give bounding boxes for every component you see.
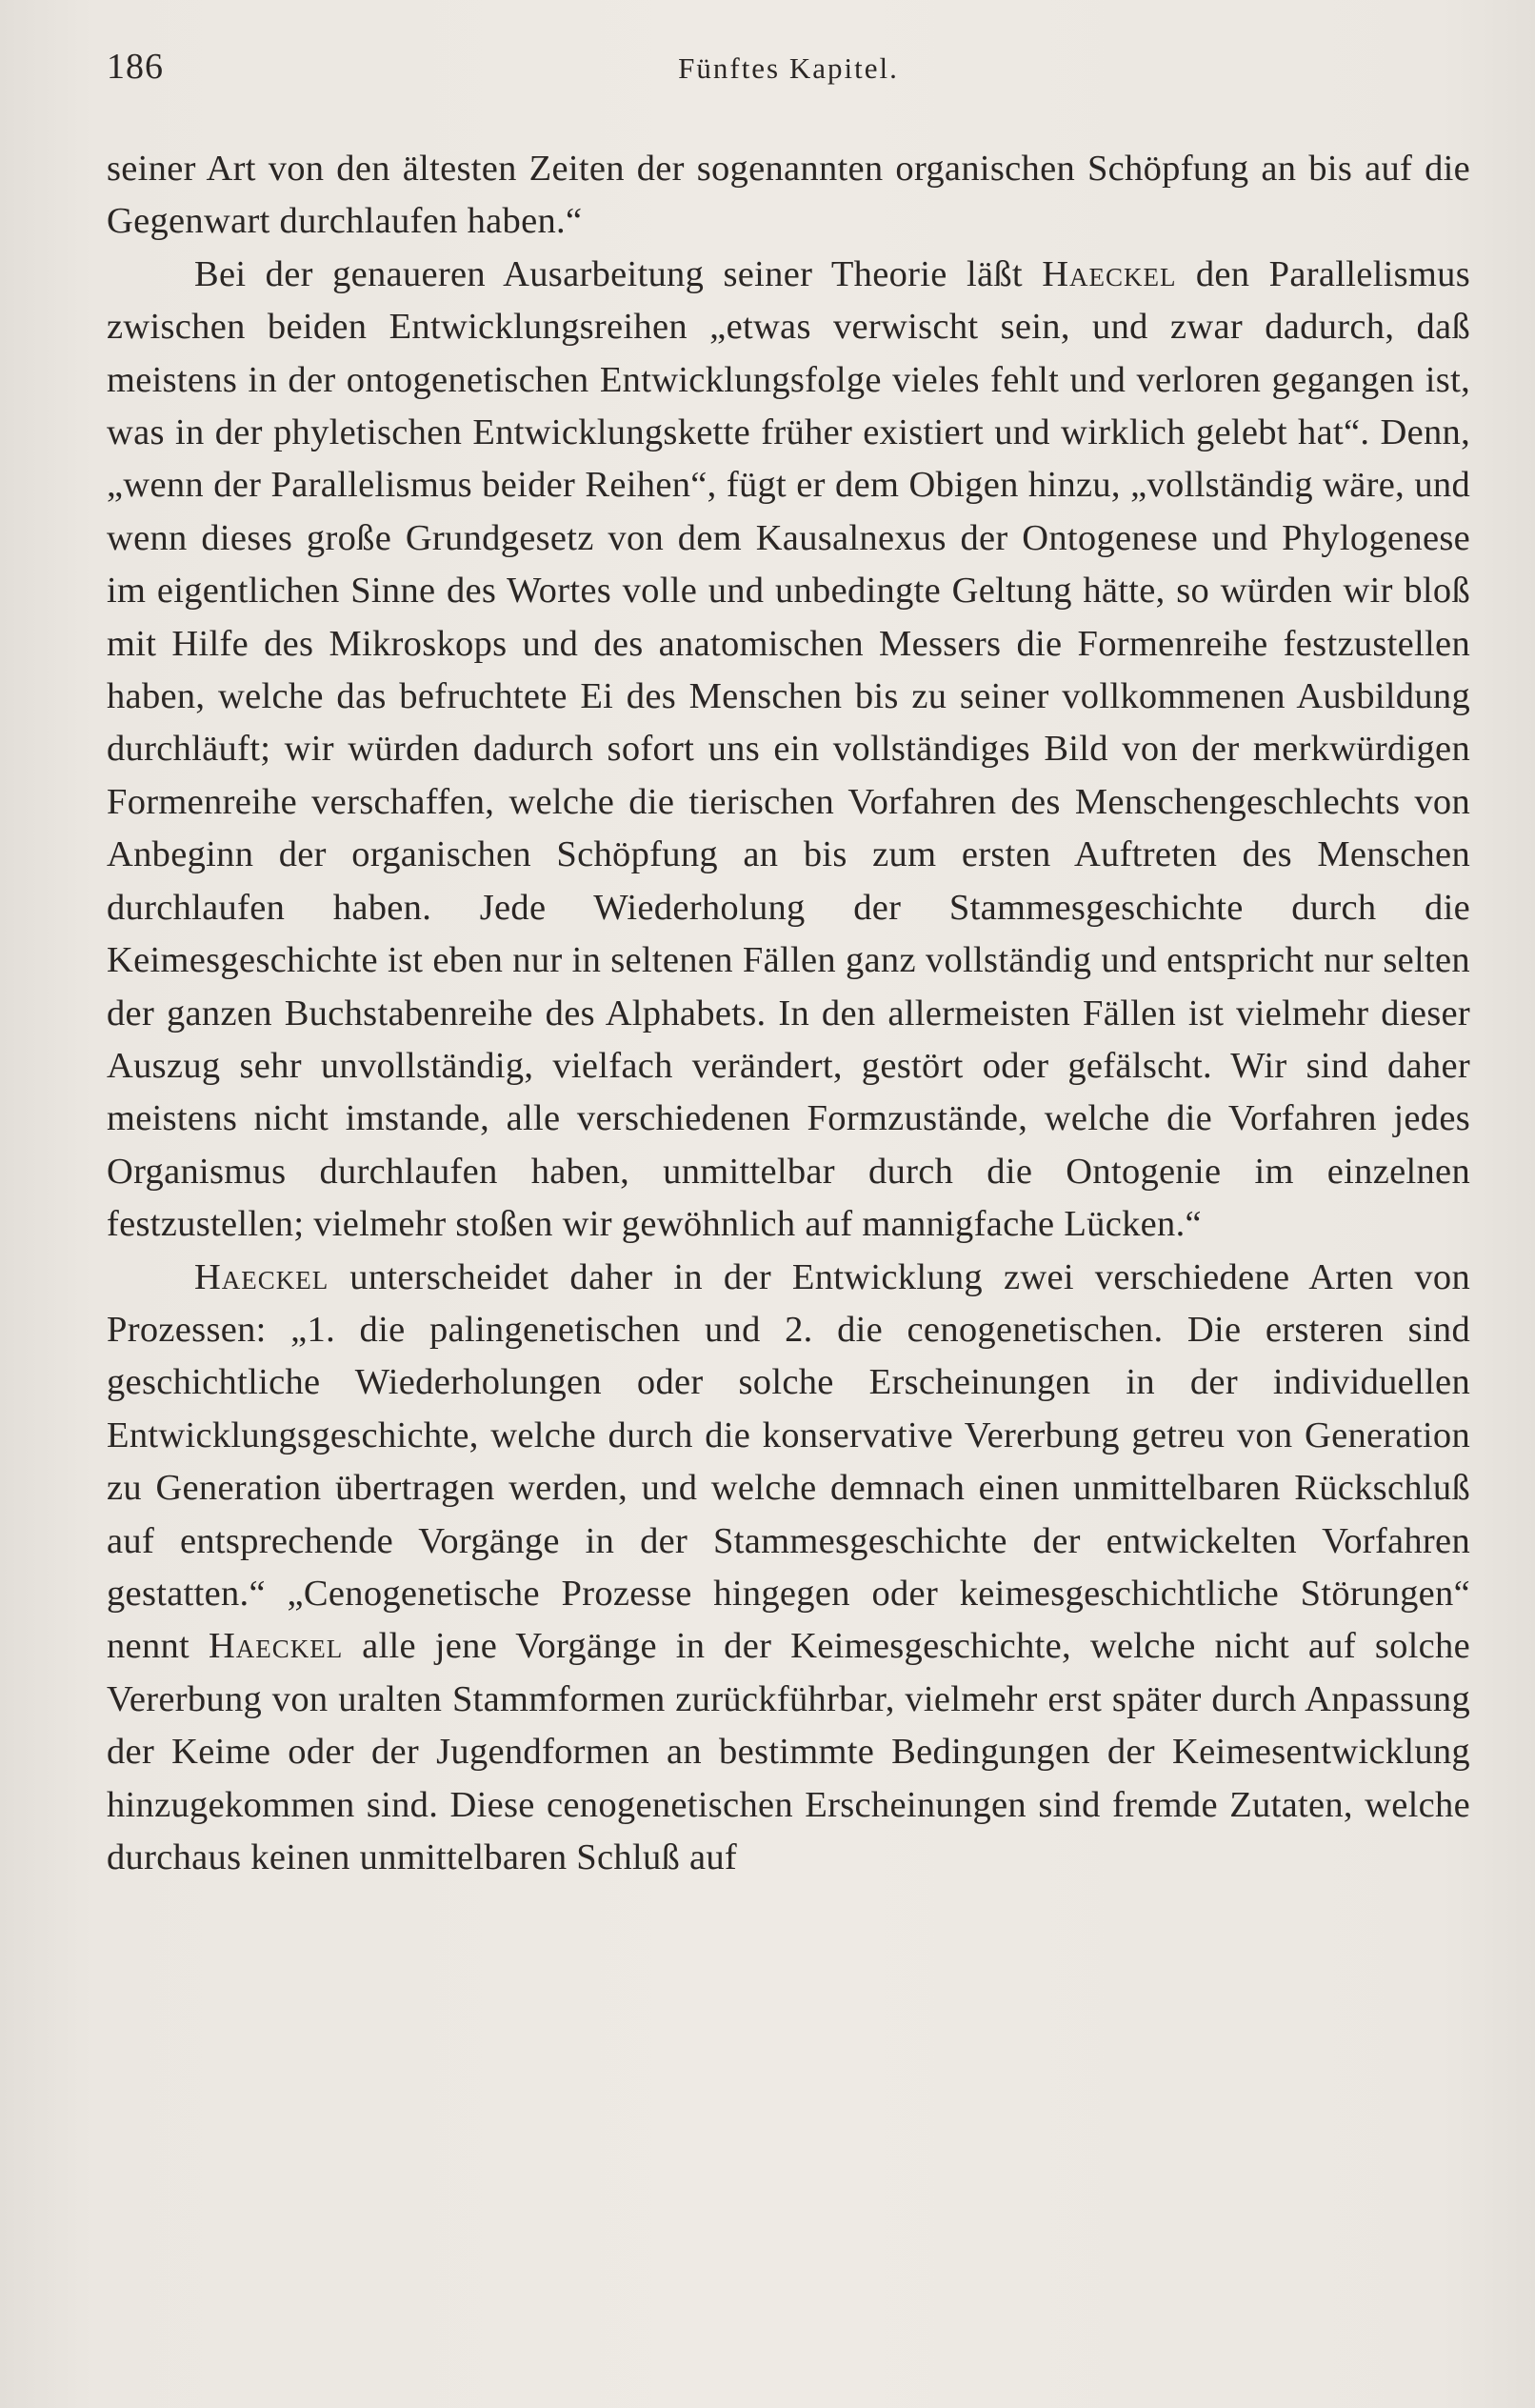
paragraph-2-pre: Bei der genaueren Ausarbeitung seiner Theorie läßt [194, 253, 1043, 294]
paragraph-1 [107, 143, 1470, 249]
paragraph-3-post: alle jene Vorgänge in der Keimesgeschichte, welche nicht auf solche Vererbung von uralten Stammformen zurückführbar, vielmehr erst später durch Anpassung der Keime oder der Jugendformen an bestimmte Bedingungen der Keimesentwicklung hinzugekommen sind. Diese cenogenetischen Erscheinungen sind fremde Zutaten, welche durchaus keinen unmittelbaren Schluß auf [107, 1626, 1470, 1877]
page-number: 186 [107, 47, 164, 87]
author-name-haeckel: Haeckel [208, 1626, 344, 1667]
author-name-haeckel: Haeckel [1042, 253, 1177, 294]
paragraph-3 [107, 1252, 1470, 1885]
paragraph-2 [107, 249, 1470, 1252]
running-head: Fünftes Kapitel. [678, 51, 899, 85]
paragraph-1-text: seiner Art von den ältesten Zeiten der sogenannten organischen Schöpfung an bis auf die Gegenwart durchlaufen haben.“ [107, 149, 1470, 242]
page-body [107, 143, 1470, 1884]
paragraph-2-post: den Parallelismus zwischen beiden Entwicklungsreihen „etwas verwischt sein, und zwar dadurch, daß meistens in der ontogenetischen Entwicklungsfolge vieles fehlt und verloren gegangen ist, was in der phyletischen Entwicklungskette früher existiert und wirklich gelebt hat“. Denn, „wenn der Parallelismus beider Reihen“, fügt er dem Obigen hinzu, „vollständig wäre, und wenn dieses große Grundgesetz von dem Kausalnexus der Ontogenese und Phylogenese im eigentlichen Sinne des Wortes volle und unbedingte Geltung hätte, so würden wir bloß mit Hilfe des Mikroskops und des anatomischen Messers die Formenreihe festzustellen haben, welche das befruchtete Ei des Menschen bis zu seiner vollkommenen Ausbildung durchläuft; wir würden dadurch sofort uns ein vollständiges Bild von der merkwürdigen Formenreihe verschaffen, welche die tierischen Vorfahren des Menschengeschlechts von Anbeginn der organischen Schöpfung an bis zum ersten Auftreten des Menschen durchlaufen haben. Jede Wiederholung der Stammesgeschichte durch die Keimesgeschichte ist eben nur in seltenen Fällen ganz vollständig und entspricht nur selten der ganzen Buchstabenreihe des Alphabets. In den allermeisten Fällen ist vielmehr dieser Auszug sehr unvollständig, vielfach verändert, gestört oder gefälscht. Wir sind daher meistens nicht imstande, alle verschiedenen Formzustände, welche die Vorfahren jedes Organismus durchlaufen haben, unmittelbar durch die Ontogenie im einzelnen festzustellen; vielmehr stoßen wir gewöhnlich auf mannigfache Lücken.“ [107, 253, 1470, 1245]
author-name-haeckel: Haeckel [194, 1256, 329, 1297]
paragraph-3-mid: unterscheidet daher in der Entwicklung zwei verschiedene Arten von Prozessen: „1. die palingenetischen und 2. die cenogenetischen. Die ersteren sind geschichtliche Wiederholungen oder solche Erscheinungen in der individuellen Entwicklungsgeschichte, welche durch die konservative Vererbung getreu von Generation zu Generation übertragen werden, und welche demnach einen unmittelbaren Rückschluß auf entsprechende Vorgänge in der Stammesgeschichte der entwickelten Vorfahren gestatten.“ „Cenogenetische Prozesse hingegen oder keimesgeschichtliche Störungen“ nennt [107, 1256, 1470, 1667]
page-header [107, 46, 1470, 103]
